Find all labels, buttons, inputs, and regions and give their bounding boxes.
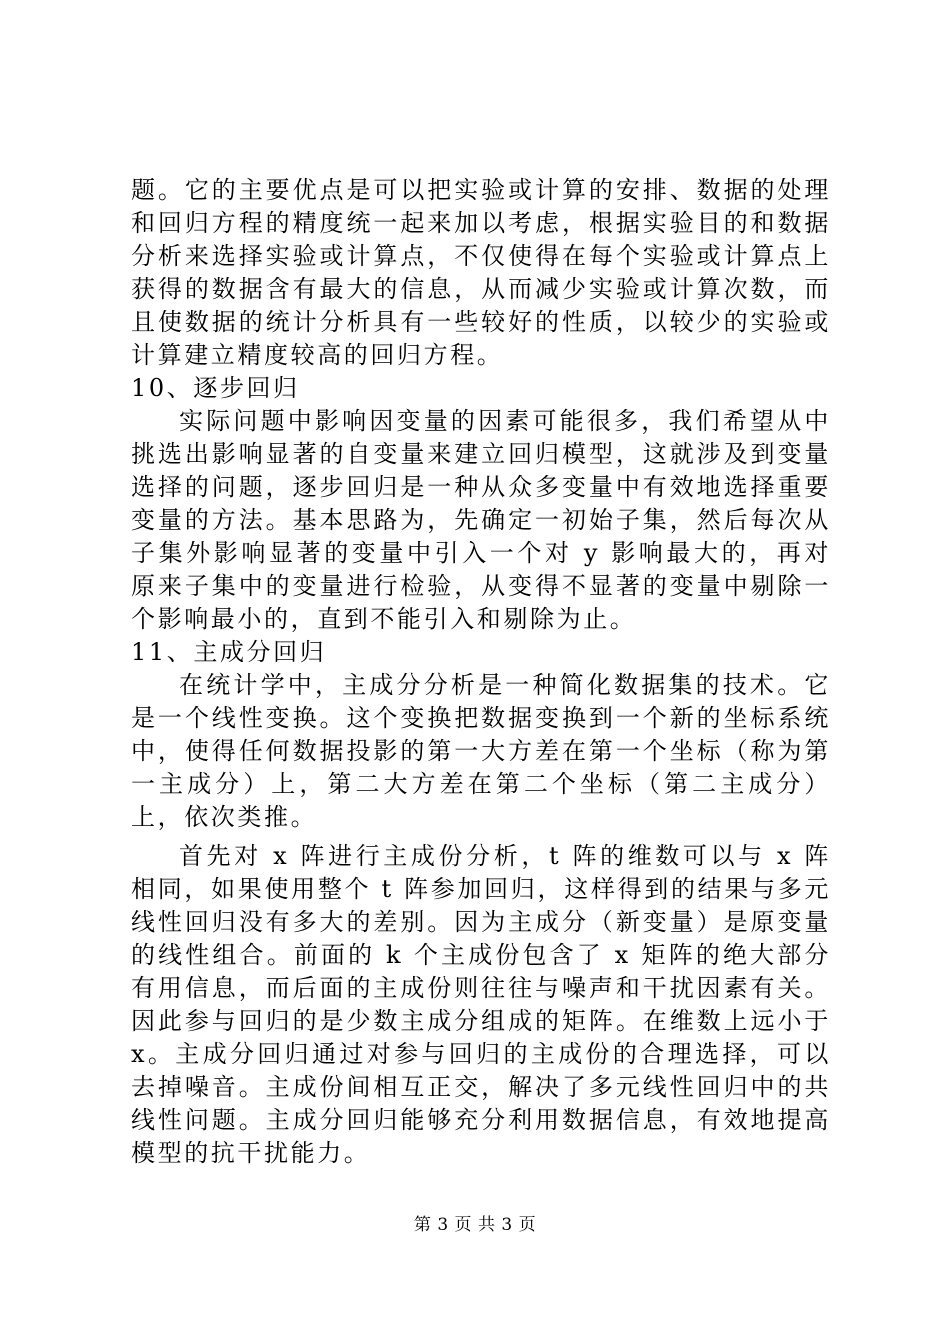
paragraph-pcr-method: 首先对 x 阵进行主成份分析，t 阵的维数可以与 x 阵相同，如果使用整个 t 阵参加回归，这样得到的结果与多元线性回归没有多大的差别。因为主成分（新变量）是原变量的线性组合。前面的 k 个主成份包含了 x 矩阵的绝大部分有用信息，而后面的主成份则往往与噪声和干扰因素有关。因此参与回归的是少数主成分组成的矩阵。在维数上远小于 x。主成分回归通过对参与回归的主成份的合理选择，可以去掉噪音。主成份间相互正交，解决了多元线性回归中的共线性问题。主成分回归能够充分利用数据信息，有效地提高模型的抗干扰能力。 — [131, 842, 831, 1167]
paragraph-continuation: 题。它的主要优点是可以把实验或计算的安排、数据的处理和回归方程的精度统一起来加以考虑，根据实验目的和数据分析来选择实验或计算点，不仅使得在每个实验或计算点上获得的数据含有最大的信息，从而减少实验或计算次数，而且使数据的统计分析具有一些较好的性质，以较少的实验或计算建立精度较高的回归方程。 — [131, 176, 831, 369]
document-body — [131, 174, 831, 1170]
paragraph-stepwise-regression: 实际问题中影响因变量的因素可能很多，我们希望从中挑选出影响显著的自变量来建立回归模型，这就涉及到变量选择的问题，逐步回归是一种从众多变量中有效地选择重要变量的方法。基本思路为，先确定一初始子集，然后每次从子集外影响显著的变量中引入一个对 y 影响最大的，再对原来子集中的变量进行检验，从变得不显著的变量中剔除一个影响最小的，直到不能引入和剔除为止。 — [131, 407, 831, 633]
section-heading-stepwise-regression: 10、逐步回归 — [131, 374, 300, 402]
paragraph-pca-definition: 在统计学中，主成分分析是一种简化数据集的技术。它是一个线性变换。这个变换把数据变换到一个新的坐标系统中，使得任何数据投影的第一大方差在第一个坐标（称为第一主成分）上，第二大方差在第二个坐标（第二主成分）上，依次类推。 — [131, 671, 831, 831]
page-number-label: 第 3 页 共 3 页 — [413, 1215, 537, 1235]
section-heading-principal-component-regression: 11、主成分回归 — [131, 638, 327, 666]
page-footer — [0, 1214, 950, 1236]
